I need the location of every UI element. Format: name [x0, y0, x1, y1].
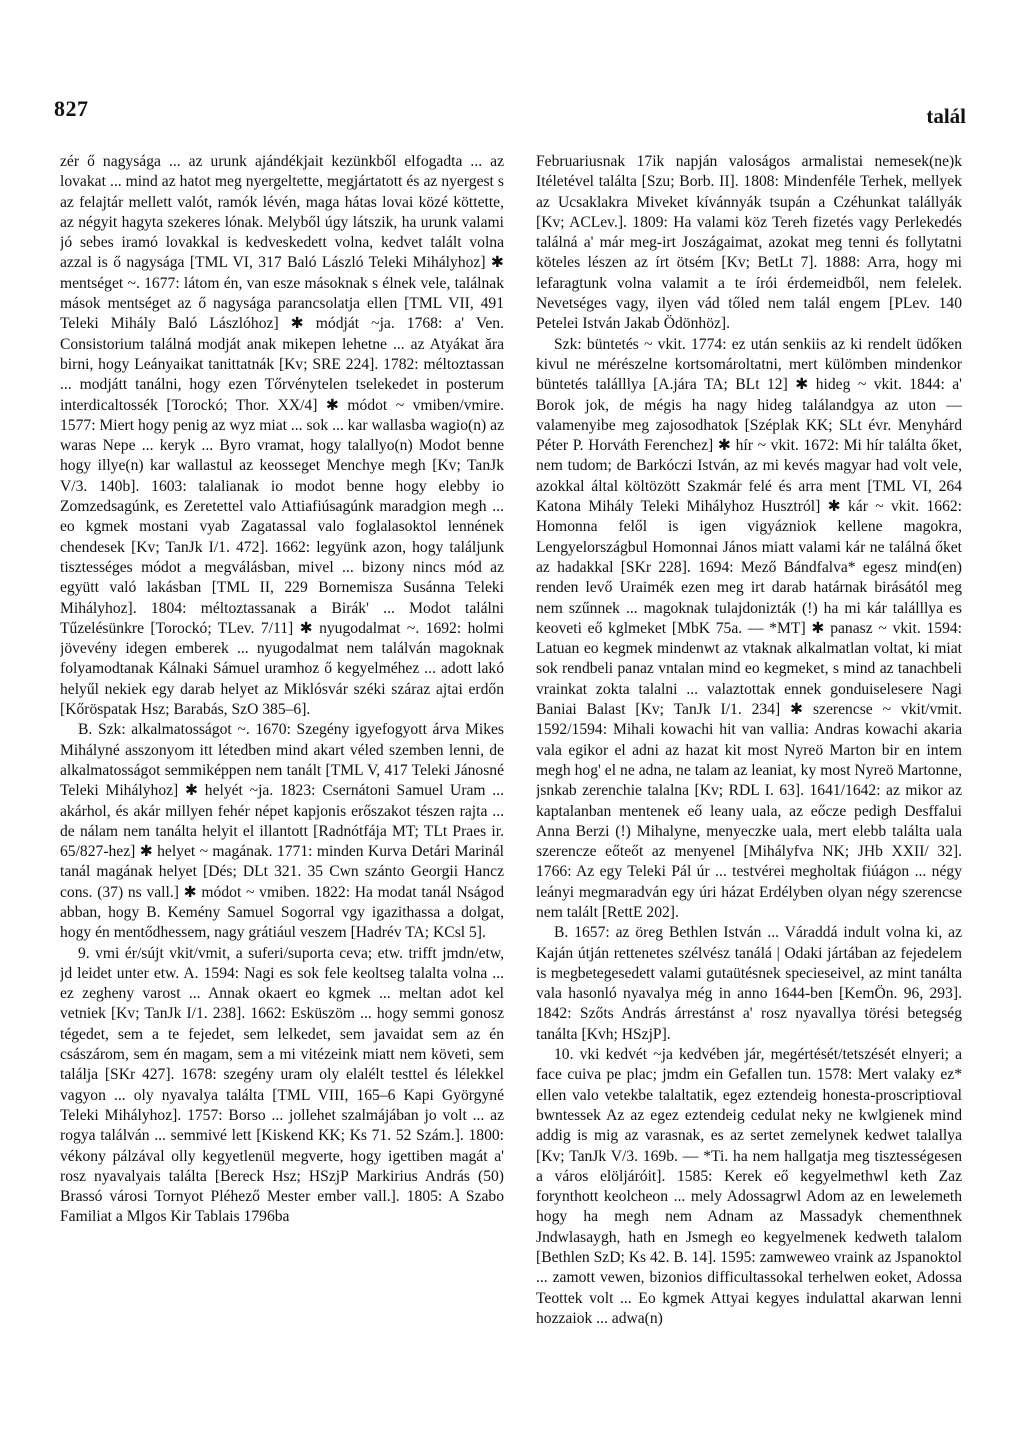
left-column	[60, 152, 504, 1392]
right-paragraph-1: Februariusnak 17ik napján valoságos armalistai nemesek(ne)k Itéletével találta [Szu; Borb. II]. 1808: Mindenféle Terhek, mellyek az Ucsaklakra Miveket kívánnyák tsupán a Czéhunkat talállyák [Kv; ACLev.]. 1809: Ha valami köz Tereh fizetés vagy Perlekedés találná a' már meg-irt Joszágaimat, azokat meg tenni és follytatni köteles lészen az írt ötsém [Kv; BetLt 7]. 1888: Arra, hogy mi lefaragtunk volna valamit a te írói érdemeidből, nem felelek. Nevetséges vagy, ilyen vád tőled nem talál engem [PLev. 140 Petelei István Jakab Ödönhöz].	[536, 153, 962, 333]
left-paragraph-1: zér ő nagysága ... az urunk ajándékjait kezünkből elfogadta ... az lovakat ... mind az hatot meg nyergeltette, megjártatott és az nyergest s az felajtár mellett valót, ramók lévén, maga hátas lovai közé köttette, az négyit hagyta szekeres lónak. Melyből úgy látszik, ha urunk valami jó sebes iramó lovakkal is kedveskedett volna, kedvet talált volna azzal is ő nagysága [TML VI, 317 Baló László Teleki Mihályhoz] ✱ mentséget ~. 1677: látom én, van esze másoknak s élnek vele, találnak mások mentséget az ő nagysága parancsolatja ellen [TML VII, 491 Teleki Mihály Baló Lászlóhoz] ✱ módját ~ja. 1768: a' Ven. Consistorium találná modját anak mikepen lehetne ... az Atyákat ăra birni, hogy Leányaikat tanittatnák [Kv; SRE 224]. 1782: méltoztassan ... modjátt tanálni, hogy ezen Tőrvénytelen tselekedet in posterum interdicaltossék [Torockó; Thor. XX/4] ✱ módot ~ vmiben/vmire. 1577: Miert hogy penig az wyz miat ... sok ... kar wallasba wagio(n) az waras Nepe ... keryk ... Byro vramat, hogy talallyo(n) Modot benne hogy illye(n) kar wallastul az keosseget Menchye megh [Kv; TanJk V/3. 140b]. 1603: talalianak io modot benne hogy elebby io Zomzedsagúnk, es Zeretettel valo Attiafiúsagúnk maradgion megh ... eo kgmek mostani vyab Zagatassal valo foglalasoktol lennének chendesek [Kv; TanJk I/1. 472]. 1662: legyünk azon, hogy találjunk tisztességes módot a megválásban, mivel ... bizony nincs mód az együtt való lakásban [TML II, 229 Bornemisza Susánna Teleki Mihályhoz]. 1804: méltoztassanak a Birák' ... Modot találni Tűzelésünkre [Torockó; TLev. 7/11] ✱ nyugodalmat ~. 1692: holmi jövevény idegen emberek ... nyugodalmat nem találván magoknak folyamodtanak Kálnaki Sámuel uramhoz ő kegyelméhez ... adott lakó helyűl nekiek egy darab helyet az Miklósvár széki száraz ajtai erdőn [Kőröspatak Hsz; Barabás, SzO 385–6].	[60, 153, 504, 719]
running-headword: talál	[926, 104, 966, 128]
right-column	[536, 152, 962, 1392]
right-paragraph-3: B. 1657: az öreg Bethlen István ... Váraddá indult volna ki, az Kaján útján rettenetes szélvész tanálá | Odaki jártában az fejedelem is megbetegesedett valami gutaütésnek specieseivel, az mint tanálta vala hasonló nyavalya még in anno 1644-ben [KemÖn. 96, 293]. 1842: Szőts András árrestánst a' rosz nyavallya törési betegség tanálta [Kvh; HSzjP].	[536, 924, 962, 1043]
right-paragraph-4: 10. vki kedvét ~ja kedvében jár, megértését/tetszését elnyeri; a face cuiva pe plac; jmdm ein Gefallen tun. 1578: Mert valaky ez* ellen valo vetekbe talaltatik, egez eztendeig honesta-proscriptioval bwntessek Az az egez eztendeig cedulat neky ne kwlgienek mind addig is mig az varasnak, es az sertet zemelynek kedwet talallya [Kv; TanJk V/3. 169b. — *Ti. ha nem hallgatja meg tisztességesen a város elöljáróit]. 1585: Kerek eő kegyelmethwl keth Zaz forynthott keolcheon ... mely Adossagrwl Adom az en lewelemeth hogy ha megh nem Adnam az Massadyk chementhnek Jndwlasaygh, hath en Jsmegh eo kegyelmenek kedweth talalom [Bethlen SzD; Ks 42. B. 14]. 1595: zamweweo vraink az Jspanoktol ... zamott vewen, bizonios difficultassokal terhelwen eoket, Adossa Teottek volt ... Eo kgmek Attyai kegyes indulattal akarwan lenni hozzaiok ... adwa(n)	[536, 1046, 962, 1327]
left-paragraph-2: B. Szk: alkalmatosságot ~. 1670: Szegény igyefogyott árva Mikes Mihályné asszonyom itt létedben mind akart véled szemben lenni, de alkalmatosságot semmiképpen nem tanált [TML V, 417 Teleki Jánosné Teleki Mihályhoz] ✱ helyét ~ja. 1823: Csernátoni Samuel Uram ... akárhol, és akár millyen fehér népet kapjonis erőszakot tészen rajta ... de nálam nem tanálta helyit el illantott [Radnótfája MT; TLt Praes ir. 65/827-hez] ✱ helyet ~ magának. 1771: minden Kurva Detári Marinál tanál magának helyet [Dés; DLt 321. 35 Cwn szánto Georgii Hancz cons. (37) ns vall.] ✱ módot ~ vmiben. 1822: Ha modat tanál Nságod abban, hogy B. Kemény Samuel Sogorral vgy igazithassa a dolgat, hogy én mentődhessem, nagy grátiául veszem [Hadrév TA; KCsl 5].	[60, 721, 504, 942]
left-paragraph-3: 9. vmi ér/sújt vkit/vmit, a suferi/suporta ceva; etw. trifft jmdn/etw, jd leidet unter etw. A. 1594: Nagi es sok fele keoltseg talalta volna ... ez zegheny varost ... Annak okaert eo kgmek ... meltan adot kel vetniek [Kv; TanJk I/1. 238]. 1662: Esküszöm ... hogy semmi gonosz tégedet, sem a te fejedet, sem lelkedet, sem javaidat sem az én császárom, sem én magam, sem a mi vitézeink miatt nem követi, sem találja [SKr 427]. 1678: szegény uram oly elalélt testtel és lélekkel vagyon ... oly nyavalya találta [TML VIII, 165–6 Kapi Györgyné Teleki Mihályhoz]. 1757: Borso ... jollehet szalmájában jo volt ... az rogya találván ... semmivé lett [Kiskend KK; Ks 71. 52 Szám.]. 1800: vékony pálzával olly kegyetlenül megverte, hogy igettiben magát a' rosz nyavalyais találta [Bereck Hsz; HSzjP Markirius András (50) Brassó városi Tornyot Pléhező Mester ember vall.]. 1805: A Szabo Familiat a Mlgos Kir Tablais 1796ba	[60, 944, 504, 1226]
page-number: 827	[54, 96, 89, 121]
right-paragraph-2: Szk: büntetés ~ vkit. 1774: ez után senkiis az ki rendelt üdőken kivul ne mérészelne kortsomároltatni, mert külömben mindenkor büntetés találllya [A.jára TA; BLt 12] ✱ hideg ~ vkit. 1844: a' Borok jok, de mégis ha nagy hideg találandgya az uton — valamenyibe meg zajosodhatok [Széplak KK; SLt évr. Menyhárd Péter P. Horváth Ferenchez] ✱ hír ~ vkit. 1672: Mi hír találta őket, nem tudom; de Barkóczi István, az mi kevés magyar had volt vele, azokkal által költözött Szakmár felé és arra ment [TML VI, 264 Katona Mihály Teleki Mihályhoz Husztról] ✱ kár ~ vkit. 1662: Homonna felől is igen vigyázniok kellene magokra, Lengyelországbul Homonnai János miatt valami kár ne találná őket az hadakkal [SKr 228]. 1694: Mező Bándfalva* egesz mind(en) renden levő Uraimék ezen meg irt darab határnak birásától meg nem szűnnek ... magoknak tulajdonizták (!) ha mi kár találllya es keoveti eő kglmeket [MbK 75a. — *MT] ✱ panasz ~ vkit. 1594: Latuan eo kegmek mindenwt az vtaknak alkalmatlan voltat, ki miat sok rendbeli panaz vntalan mind eo kegmeket, s mind az tanachbeli vrainkat zokta talalni ... valaztottak ennek gonduiselesere Nagi Baniai Balast [Kv; TanJk I/1. 234] ✱ szerencse ~ vkit/vmit. 1592/1594: Mihali kowachi hit van vallia: Andras kowachi akaria vala egikor el adni az hazat kit most Nyreö Marton bir en intem megh hog' el ne adna, ne talam az leaniat, ky most Nyreö Martonne, jsnkab zerenchie talalna [Kv; RDL I. 63]. 1641/1642: az mikor az kaptalanban mentenek eő leany uala, az eőcze pedigh Desffalui Anna Berzi (!) Mihalyne, menyeczke uala, mert elebb találta uala szerencze eőteőt az menyenel [Mihályfva NK; JHb XXII/ 32]. 1766: Az egy Teleki Pál úr ... testvérei megholtak fiúágon ... négy leányi megmaradván egy úri házat Erdélyben olyan négy szerencse nem talált [RettE 202].	[536, 335, 962, 921]
